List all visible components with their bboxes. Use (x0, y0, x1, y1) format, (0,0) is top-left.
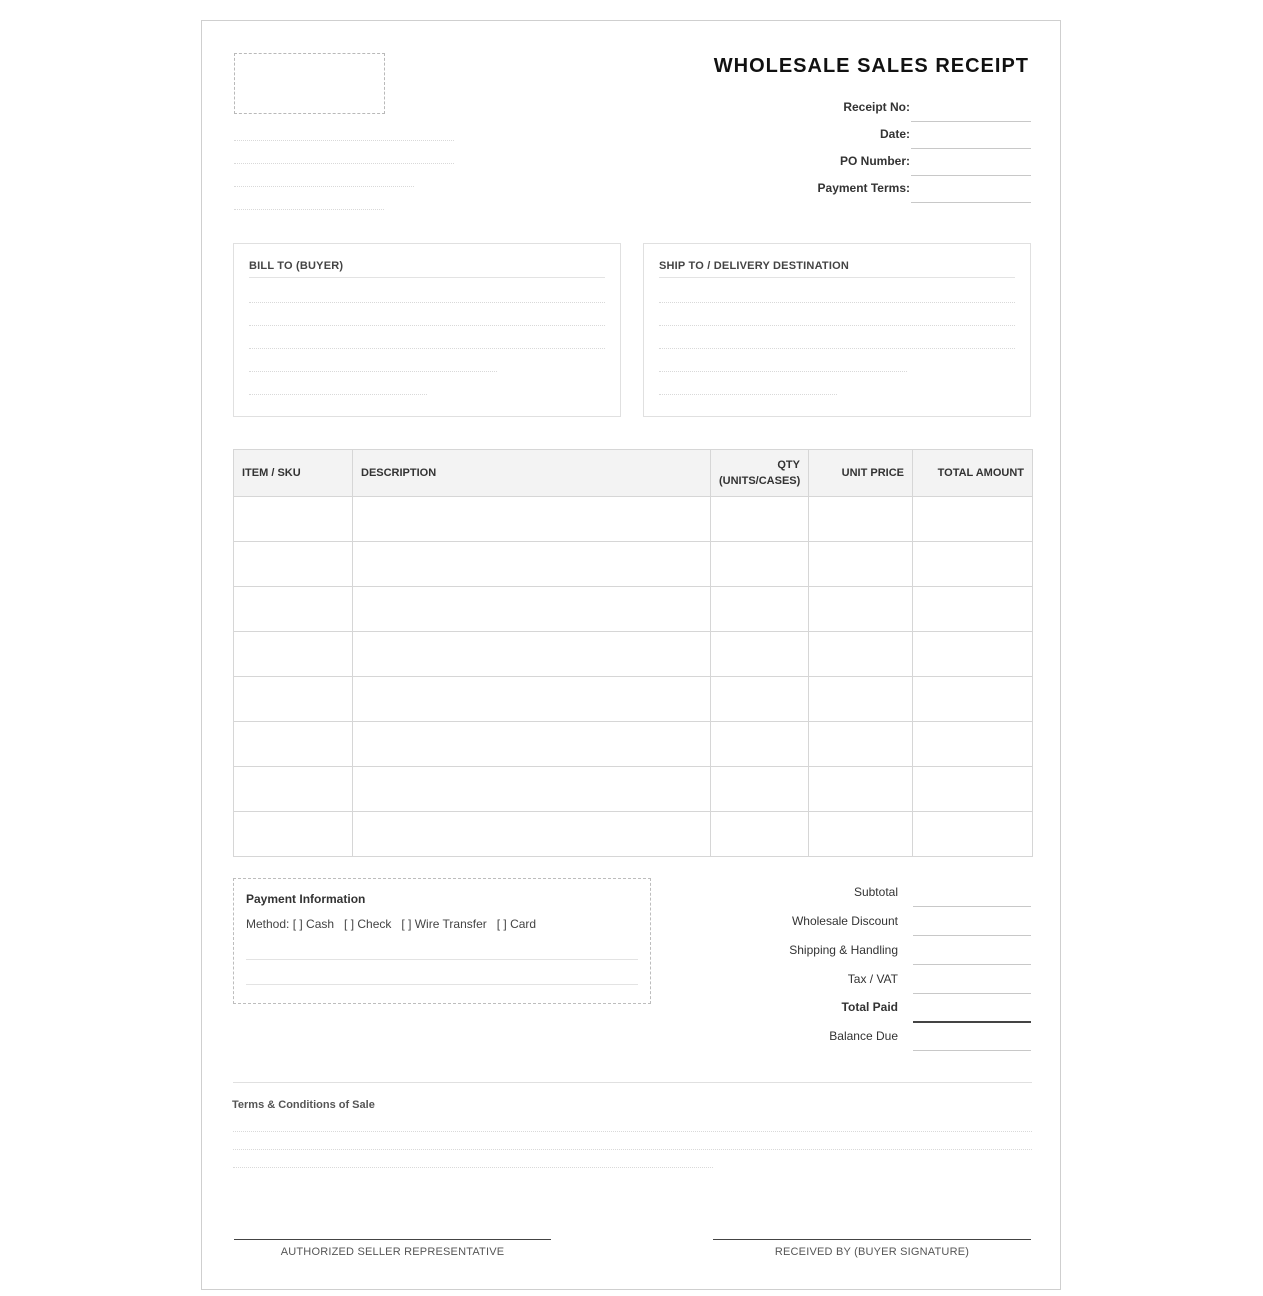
table-row (234, 677, 1033, 722)
item-sku-cell[interactable] (234, 497, 353, 542)
table-row (234, 767, 1033, 812)
po-number-field[interactable] (911, 175, 1031, 176)
qty-cell[interactable] (711, 542, 809, 587)
payment-terms-field[interactable] (911, 202, 1031, 203)
total-paid-label: Total Paid (841, 1000, 898, 1014)
ship-to-line[interactable] (659, 302, 1015, 303)
subtotal-field[interactable] (913, 906, 1031, 907)
bill-to-box (233, 243, 621, 417)
seller-signature-label: AUTHORIZED SELLER REPRESENTATIVE (280, 1246, 505, 1258)
description-cell[interactable] (353, 497, 711, 542)
description-cell[interactable] (353, 767, 711, 812)
bill-to-line[interactable] (249, 348, 605, 349)
table-row (234, 812, 1033, 857)
qty-cell[interactable] (711, 587, 809, 632)
unit-price-cell[interactable] (809, 632, 913, 677)
bill-to-title: BILL TO (BUYER) (249, 260, 344, 272)
ship-to-box (643, 243, 1031, 417)
buyer-signature-line[interactable] (713, 1239, 1031, 1240)
bill-to-line[interactable] (249, 325, 605, 326)
company-line[interactable] (234, 163, 454, 164)
shipping-handling-label: Shipping & Handling (789, 943, 898, 957)
payment-note-line[interactable] (246, 984, 638, 985)
terms-line[interactable] (233, 1149, 1032, 1150)
total-amount-cell[interactable] (913, 542, 1033, 587)
divider (659, 277, 1015, 278)
description-cell[interactable] (353, 677, 711, 722)
items-table (233, 449, 1033, 857)
balance-due-field[interactable] (913, 1050, 1031, 1051)
item-sku-cell[interactable] (234, 812, 353, 857)
total-amount-cell[interactable] (913, 632, 1033, 677)
unit-price-cell[interactable] (809, 677, 913, 722)
column-qty (711, 450, 809, 497)
qty-cell[interactable] (711, 497, 809, 542)
column-description: DESCRIPTION (353, 450, 711, 497)
payment-method-options[interactable]: Method: [ ] Cash [ ] Check [ ] Wire Transfer [ ] Card (246, 917, 537, 931)
column-qty-unit: (UNITS/CASES) (719, 475, 801, 487)
total-amount-cell[interactable] (913, 767, 1033, 812)
table-row (234, 497, 1033, 542)
tax-vat-label: Tax / VAT (847, 972, 898, 986)
item-sku-cell[interactable] (234, 767, 353, 812)
item-sku-cell[interactable] (234, 677, 353, 722)
date-label: Date: (879, 127, 910, 141)
wholesale-discount-label: Wholesale Discount (791, 914, 898, 928)
receipt-page (201, 20, 1061, 1290)
unit-price-cell[interactable] (809, 722, 913, 767)
balance-due-label: Balance Due (829, 1029, 898, 1043)
table-header-row (234, 450, 1033, 497)
ship-to-title: SHIP TO / DELIVERY DESTINATION (659, 260, 849, 272)
total-amount-cell[interactable] (913, 812, 1033, 857)
total-amount-cell[interactable] (913, 722, 1033, 767)
description-cell[interactable] (353, 587, 711, 632)
total-amount-cell[interactable] (913, 587, 1033, 632)
item-sku-cell[interactable] (234, 632, 353, 677)
description-cell[interactable] (353, 632, 711, 677)
seller-signature-line[interactable] (234, 1239, 551, 1240)
unit-price-cell[interactable] (809, 542, 913, 587)
unit-price-cell[interactable] (809, 812, 913, 857)
total-paid-field[interactable] (913, 1021, 1031, 1023)
qty-cell[interactable] (711, 632, 809, 677)
subtotal-label: Subtotal (853, 885, 898, 899)
receipt-no-field[interactable] (911, 121, 1031, 122)
date-field[interactable] (911, 148, 1031, 149)
receipt-no-label: Receipt No: (843, 100, 910, 114)
terms-title: Terms & Conditions of Sale (232, 1099, 375, 1111)
company-line[interactable] (234, 140, 454, 141)
company-line[interactable] (234, 186, 414, 187)
item-sku-cell[interactable] (234, 722, 353, 767)
wholesale-discount-field[interactable] (913, 935, 1031, 936)
column-qty-label: QTY (777, 459, 800, 471)
payment-terms-label: Payment Terms: (817, 181, 910, 195)
qty-cell[interactable] (711, 767, 809, 812)
buyer-signature-label: RECEIVED BY (BUYER SIGNATURE) (774, 1246, 970, 1258)
logo-placeholder[interactable] (234, 53, 385, 114)
column-unit-price: UNIT PRICE (809, 450, 913, 497)
terms-line[interactable] (233, 1131, 1032, 1132)
payment-info-title: Payment Information (246, 892, 366, 906)
item-sku-cell[interactable] (234, 542, 353, 587)
unit-price-cell[interactable] (809, 497, 913, 542)
payment-note-line[interactable] (246, 959, 638, 960)
terms-line[interactable] (233, 1167, 713, 1168)
description-cell[interactable] (353, 542, 711, 587)
total-amount-cell[interactable] (913, 677, 1033, 722)
table-row (234, 632, 1033, 677)
unit-price-cell[interactable] (809, 767, 913, 812)
table-row (234, 542, 1033, 587)
po-number-label: PO Number: (839, 154, 910, 168)
divider (249, 277, 605, 278)
table-row (234, 722, 1033, 767)
ship-to-line[interactable] (659, 348, 1015, 349)
payment-info-box (233, 878, 651, 1004)
shipping-handling-field[interactable] (913, 964, 1031, 965)
receipt-title: WHOLESALE SALES RECEIPT (713, 55, 1029, 77)
ship-to-line[interactable] (659, 394, 837, 395)
description-cell[interactable] (353, 812, 711, 857)
divider (233, 1082, 1032, 1083)
description-cell[interactable] (353, 722, 711, 767)
tax-vat-field[interactable] (913, 993, 1031, 994)
total-amount-cell[interactable] (913, 497, 1033, 542)
item-sku-cell[interactable] (234, 587, 353, 632)
column-item-sku: ITEM / SKU (234, 450, 353, 497)
qty-cell[interactable] (711, 677, 809, 722)
unit-price-cell[interactable] (809, 587, 913, 632)
ship-to-line[interactable] (659, 371, 907, 372)
column-total-amount: TOTAL AMOUNT (913, 450, 1033, 497)
table-row (234, 587, 1033, 632)
bill-to-line[interactable] (249, 371, 497, 372)
qty-cell[interactable] (711, 722, 809, 767)
ship-to-line[interactable] (659, 325, 1015, 326)
qty-cell[interactable] (711, 812, 809, 857)
bill-to-line[interactable] (249, 302, 605, 303)
company-line[interactable] (234, 209, 384, 210)
bill-to-line[interactable] (249, 394, 427, 395)
